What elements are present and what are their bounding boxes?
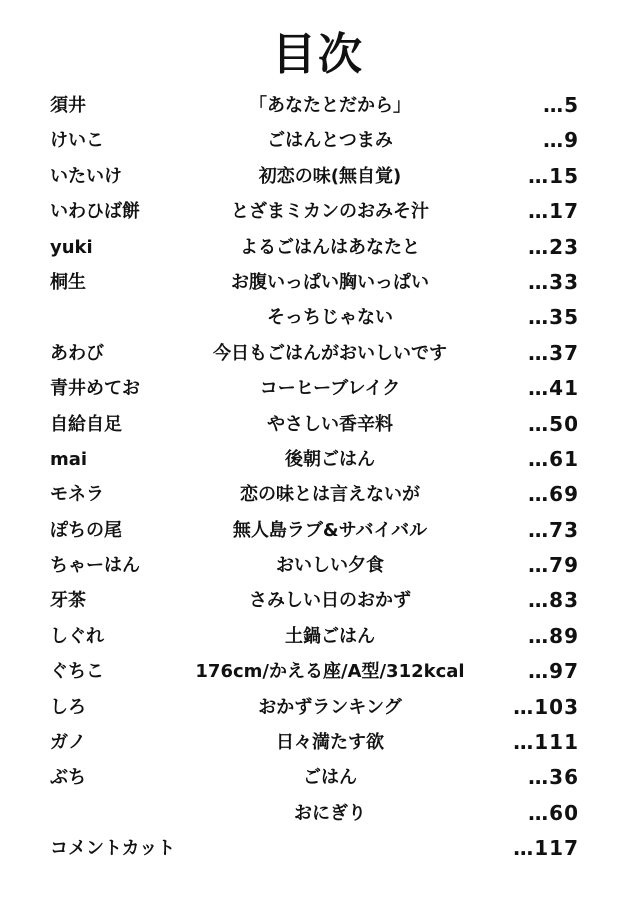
toc-work-title: コーヒーブレイク xyxy=(259,378,401,400)
toc-author: ガノ xyxy=(50,732,86,754)
toc-row xyxy=(0,442,636,477)
toc-author: いわひば餅 xyxy=(50,201,140,223)
toc-author: 自給自足 xyxy=(50,413,122,435)
toc-row xyxy=(0,371,636,406)
toc-work-title: 無人島ラブ&サバイバル xyxy=(232,519,428,541)
toc-work-title: 日々満たす欲 xyxy=(276,732,384,754)
toc-page-number: …73 xyxy=(528,517,579,542)
toc-page-number: …97 xyxy=(528,659,579,684)
toc-page-number: …36 xyxy=(528,765,579,790)
toc-page-number: …9 xyxy=(543,128,579,153)
toc-page-number: …50 xyxy=(528,411,579,436)
toc-page-number: …89 xyxy=(528,623,579,648)
toc-page-number: …41 xyxy=(528,376,579,401)
toc-author: ぐちこ xyxy=(50,661,104,683)
toc-row xyxy=(0,583,636,618)
toc-row xyxy=(0,407,636,442)
toc-page-number: …15 xyxy=(528,163,579,188)
toc-work-title: さみしい日のおかず xyxy=(249,590,411,612)
toc-page-number: …117 xyxy=(513,836,579,861)
toc-row xyxy=(0,123,636,158)
toc-author: モネラ xyxy=(50,484,104,506)
toc-author: ぽちの尾 xyxy=(50,519,122,541)
toc-author: 須井 xyxy=(50,95,86,116)
toc-row xyxy=(0,300,636,335)
toc-author: いたいけ xyxy=(50,165,122,187)
toc-row xyxy=(0,831,636,866)
toc-work-title: 後朝ごはん xyxy=(285,448,375,470)
toc-author: コメントカット xyxy=(50,838,176,860)
toc-author: 牙茶 xyxy=(50,590,86,612)
toc-work-title: お腹いっぱい胸いっぱい xyxy=(231,271,429,293)
toc-row xyxy=(0,194,636,229)
toc-work-title: よるごはんはあなたと xyxy=(240,236,420,258)
toc-page-number: …103 xyxy=(513,694,579,719)
toc-work-title: おいしい夕食 xyxy=(276,555,384,577)
toc-work-title: ごはんとつまみ xyxy=(267,130,393,152)
toc-work-title: そっちじゃない xyxy=(267,307,393,329)
toc-work-title: おにぎり xyxy=(294,802,366,824)
toc-author: yuki xyxy=(50,236,93,258)
toc-page-number: …37 xyxy=(528,340,579,365)
toc-page-number: …111 xyxy=(513,730,579,755)
toc-row xyxy=(0,88,636,123)
toc-row xyxy=(0,513,636,548)
toc-author: 青井めてお xyxy=(50,378,140,400)
toc-row xyxy=(0,796,636,831)
toc-work-title: 初恋の味(無自覚) xyxy=(258,165,402,187)
toc-row xyxy=(0,159,636,194)
toc-author: しぐれ xyxy=(50,625,104,647)
toc-row xyxy=(0,336,636,371)
toc-work-title: 今日もごはんがおいしいです xyxy=(213,342,447,364)
toc-author: ぶち xyxy=(50,767,86,789)
toc-work-title: 土鍋ごはん xyxy=(285,625,375,647)
toc-row xyxy=(0,477,636,512)
toc-work-title: ごはん xyxy=(303,767,357,789)
toc-page-number: …83 xyxy=(528,588,579,613)
toc-row xyxy=(0,619,636,654)
toc-author: 桐生 xyxy=(50,271,86,293)
toc-page-number: …17 xyxy=(528,199,579,224)
toc-page-number: …79 xyxy=(528,553,579,578)
toc-page-number: …60 xyxy=(528,800,579,825)
toc-page-number: …69 xyxy=(528,482,579,507)
toc-work-title: とざまミカンのおみそ汁 xyxy=(231,201,429,223)
toc-work-title: 「あなたとだから」 xyxy=(249,95,411,116)
toc-page-number: …35 xyxy=(528,305,579,330)
toc-author: しろ xyxy=(50,696,86,718)
toc-row xyxy=(0,725,636,760)
table-of-contents xyxy=(0,88,636,867)
toc-page-number: …33 xyxy=(528,269,579,294)
toc-row xyxy=(0,654,636,689)
toc-row xyxy=(0,548,636,583)
toc-page-number: …23 xyxy=(528,234,579,259)
toc-author: ちゃーはん xyxy=(50,555,140,577)
toc-row xyxy=(0,690,636,725)
toc-author: mai xyxy=(50,448,88,470)
toc-work-title: 恋の味とは言えないが xyxy=(240,484,420,506)
page-title: 目次 xyxy=(272,29,364,80)
toc-row xyxy=(0,230,636,265)
toc-work-title: やさしい香辛料 xyxy=(267,413,393,435)
toc-author: あわび xyxy=(50,342,104,364)
toc-row xyxy=(0,265,636,300)
toc-author: けいこ xyxy=(50,130,104,152)
toc-work-title: 176cm/かえる座/A型/312kcal xyxy=(195,661,465,683)
toc-row xyxy=(0,760,636,795)
toc-work-title: おかずランキング xyxy=(258,696,402,718)
toc-page-number: …5 xyxy=(543,93,579,117)
toc-page-number: …61 xyxy=(528,446,579,471)
